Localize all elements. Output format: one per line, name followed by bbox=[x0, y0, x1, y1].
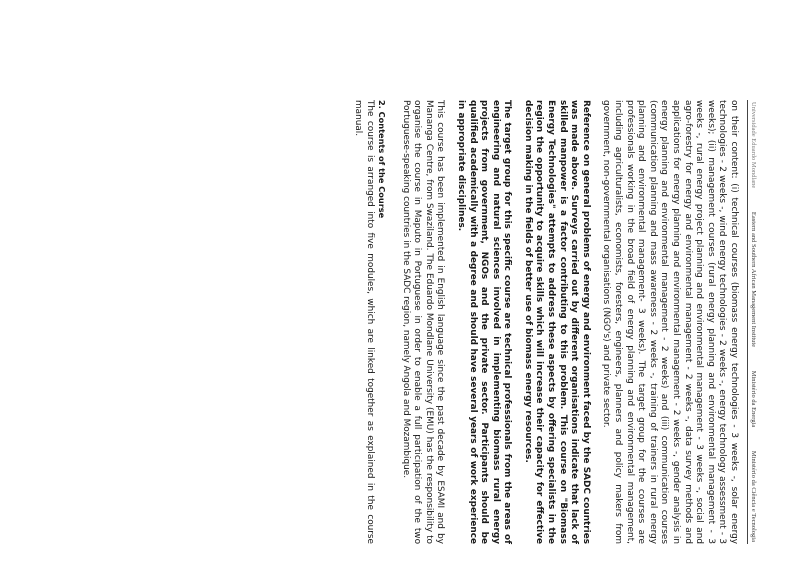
header-ministry-science: Ministério da Ciência e Tecnologia bbox=[750, 450, 757, 542]
header-university: Universidade Eduardo Mondlane bbox=[750, 102, 757, 189]
document-page bbox=[80, 100, 760, 544]
header-esami: Eastern and Southern African Management Institute bbox=[750, 211, 757, 348]
paragraph-reference bbox=[521, 100, 591, 544]
section-heading: 2. Contents of the Course bbox=[376, 100, 387, 219]
paragraph-course-content: on their content: (i) technical courses (biomass energy technologies - 3 weeks -, solar energy technologies - 2 weeks -, wind energy technologies - 2 weeks -, energy technology assessment - 3 weeks); (ii) management courses (rural energy planning and environmental management - 3 weeks -, rural energy project planning and environmental management - 3 weeks -, social and agro-forestry for energy and environmental management - 2 weeks -, data survey methods and applications for energy planning and environmental management - 2 weeks -, gender analysis in energy planning and environmental management - 2 weeks) and (iii) communication courses (communication planning and mass awareness - 2 weeks -, training of trainers in rural energy planning and environmental management- 3 weeks). The target group for the courses are professionals working in the broad field of energy planning and environmental management, including agriculturalists, economists, foresters, engineers, planners and policy makers from government, non-governmental organisations (NGO's) and private sector. bbox=[601, 100, 739, 544]
paragraph-reference-intro: Reference on general problems of energy and environment faced by the SADC countries was made above. Surveys carried out by different organisations indicate that lack of skilled manpower is a factor contributing to this problem. This course on bbox=[557, 100, 591, 544]
page-header bbox=[747, 100, 760, 544]
paragraph-target-group: The target group for this specific course are technical professionals from the areas of engineering and natural sciences involved in implementing biomass rural energy projects from government, NGOs and the private sector. Participants should be qualified academically with a degree and should have several years of work experience in appropriate disciplines. bbox=[455, 100, 513, 544]
paragraph-reference-rest: attempts to address these aspects by offering specialists in the region the opportunity to acquire skills which will increase their capacity for effective decision making in the fields of better use of biomass energy resources. bbox=[522, 100, 557, 545]
page-body bbox=[352, 100, 747, 544]
paragraph-modules: The course is arranged into five modules, which are linked together as explained in the course manual. bbox=[353, 100, 375, 544]
header-ministry-energy: Ministério da Energia bbox=[750, 370, 757, 428]
course-title: "Biomass Energy Technologies" bbox=[546, 100, 568, 544]
paragraph-implementation: This course has been implemented in English language since the past decade by ESAMI and by Mananga Centre, from Swaziland. The Eduardo Mondlane University (EMU) has the responsibility to organise the course in Maputo in Portuguese in order to enable a full participation of the two Portuguese-speaking countries in the SADC region, namely Angola and Mozambique. bbox=[400, 100, 446, 544]
